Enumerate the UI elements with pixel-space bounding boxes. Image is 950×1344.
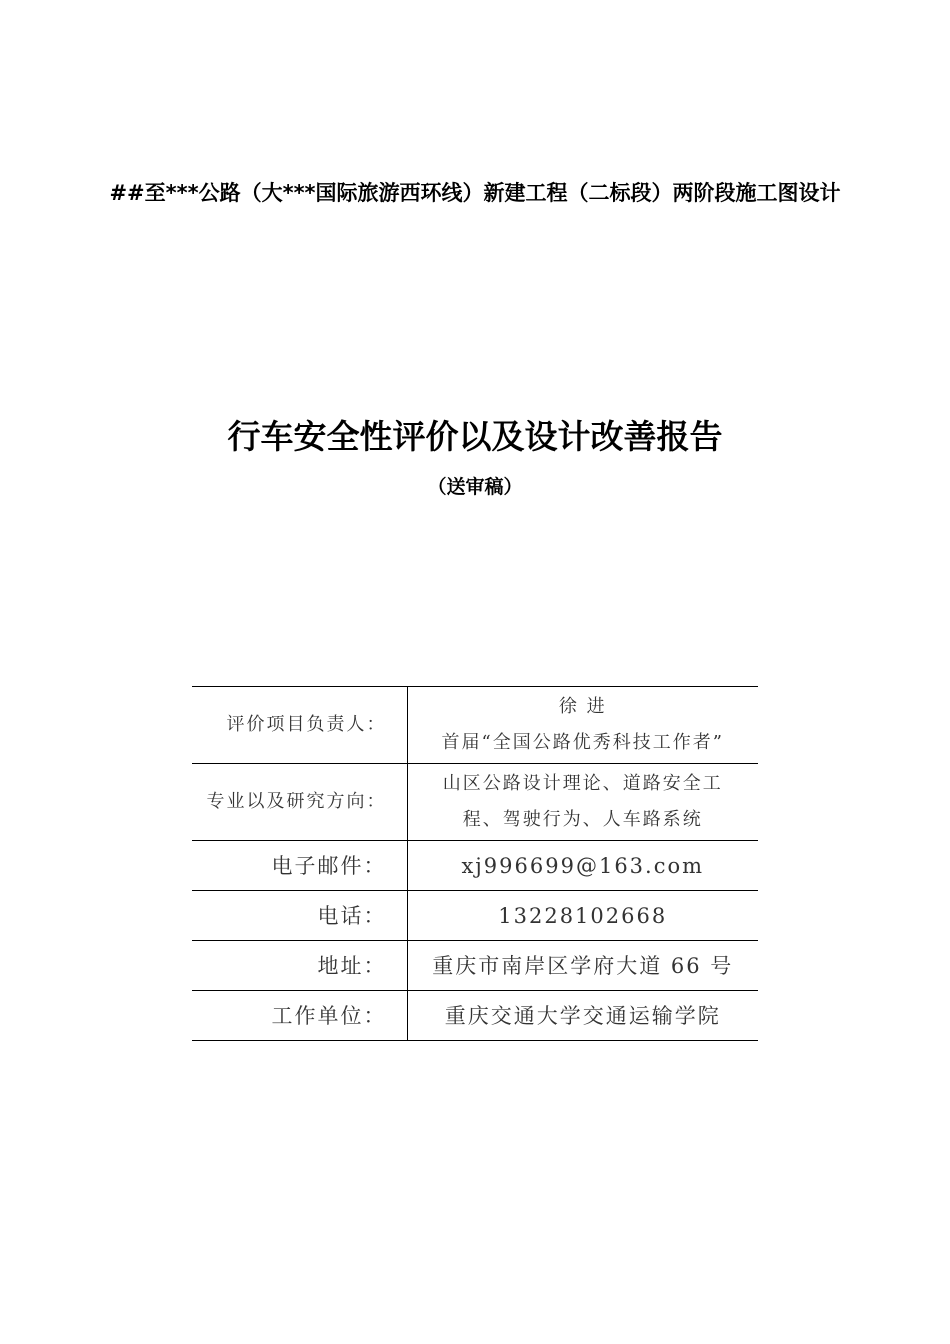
project-lead-name: 徐 进 xyxy=(558,696,607,717)
draft-note: （送审稿） xyxy=(427,476,523,498)
address-value: 重庆市南岸区学府大道 66 号 xyxy=(407,941,758,991)
research-field-value xyxy=(407,764,758,841)
email-label: 电子邮件： xyxy=(192,841,407,891)
project-lead-honor: 首届“全国公路优秀科技工作者” xyxy=(441,732,724,753)
table-row-address xyxy=(192,941,758,991)
project-title: ##至***公路（大***国际旅游西环线）新建工程（二标段）两阶段施工图设计 xyxy=(109,181,841,205)
address-label: 地址： xyxy=(192,941,407,991)
info-table xyxy=(192,686,758,1041)
research-field-line-2: 程、驾驶行为、人车路系统 xyxy=(462,809,703,830)
phone-label: 电话： xyxy=(192,891,407,941)
table-row-research-field xyxy=(192,764,758,841)
research-field-line-1: 山区公路设计理论、道路安全工 xyxy=(442,773,723,794)
table-row-workplace xyxy=(192,991,758,1041)
project-lead-label: 评价项目负责人： xyxy=(192,687,407,764)
table-row-phone xyxy=(192,891,758,941)
workplace-value: 重庆交通大学交通运输学院 xyxy=(407,991,758,1041)
table-row-project-lead xyxy=(192,687,758,764)
research-field-label: 专业以及研究方向： xyxy=(192,764,407,841)
report-title: 行车安全性评价以及设计改善报告 xyxy=(227,417,723,456)
table-row-email xyxy=(192,841,758,891)
workplace-label: 工作单位： xyxy=(192,991,407,1041)
email-value[interactable]: xj996699@163.com xyxy=(407,841,758,891)
phone-value: 13228102668 xyxy=(407,891,758,941)
project-lead-value xyxy=(407,687,758,764)
